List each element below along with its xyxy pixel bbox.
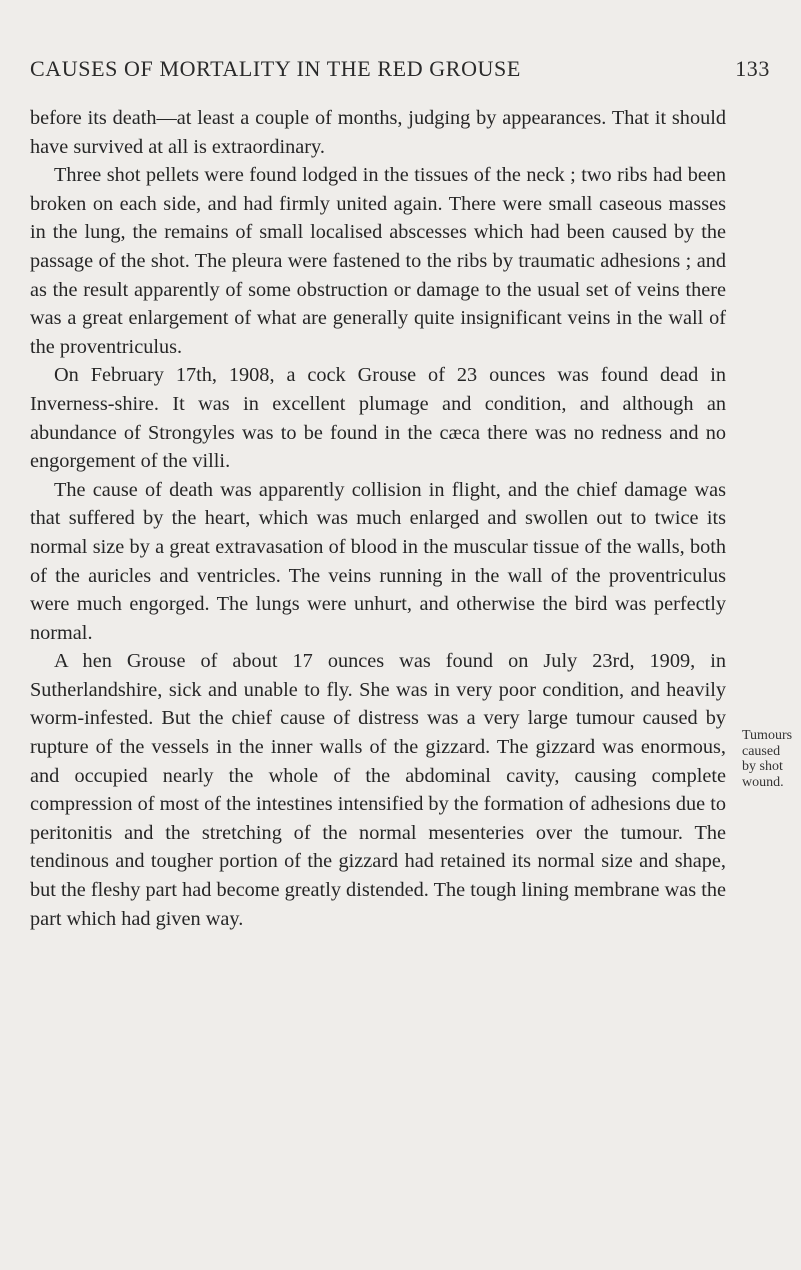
paragraph-cause-of-death: The cause of death was apparently collision in flight, and the chief damage was that suffered by the heart, which was much enlarged and swollen out to twice its normal size by a great extravasation of blood in the muscular tissue of the walls, both of the auricles and ventricles. The veins running in the wall of the proventriculus were much engorged. The lungs were unhurt, and otherwise the bird was perfectly normal.	[30, 478, 726, 644]
marginal-note-line: caused	[742, 743, 781, 759]
marginal-note	[742, 728, 801, 790]
page-number: 133	[735, 56, 770, 81]
running-title: CAUSES OF MORTALITY IN THE RED GROUSE	[30, 56, 521, 81]
marginal-note-line: Tumours	[742, 728, 793, 743]
paragraph-cock-grouse: On February 17th, 1908, a cock Grouse of 23 ounces was found dead in Inverness-shire. It was in excellent plumage and condition, and although an abundance of Strongyles was to be found in the cæca there was no redness and no engorgement of the villi.	[30, 364, 726, 473]
running-header	[30, 56, 770, 82]
paragraph-continuation: before its death—at least a couple of months, judging by appearances. That it should have survived at all is extraordinary.	[30, 107, 726, 158]
paragraph-hen-grouse: A hen Grouse of about 17 ounces was found on July 23rd, 1909, in Sutherlandshire, sick and unable to fly. She was in very poor condition, and heavily worm-infested. But the chief cause of distress was a very large tumour caused by rupture of the vessels in the inner walls of the gizzard. The gizzard was enormous, and occupied nearly the whole of the abdominal cavity, causing complete compression of most of the intestines intensified by the formation of adhesions due to peritonitis and the stretching of the normal mesenteries over the tumour. The tendinous and tougher portion of the gizzard had retained its normal size and shape, but the fleshy part had become greatly distended. The tough lining membrane was the part which had given way.	[30, 650, 726, 930]
marginal-note-line: wound.	[742, 774, 784, 790]
paragraph-shot-pellets: Three shot pellets were found lodged in the tissues of the neck ; two ribs had been broken on each side, and had firmly united again. There were small caseous masses in the lung, the remains of small localised abscesses which had been caused by the passage of the shot. The pleura were fastened to the ribs by traumatic adhesions ; and as the result apparently of some obstruction or damage to the usual set of veins there was a great enlargement of what are generally quite insignificant veins in the wall of the proventriculus.	[30, 164, 726, 358]
body-text	[30, 104, 726, 933]
marginal-note-line: by shot	[742, 759, 783, 774]
